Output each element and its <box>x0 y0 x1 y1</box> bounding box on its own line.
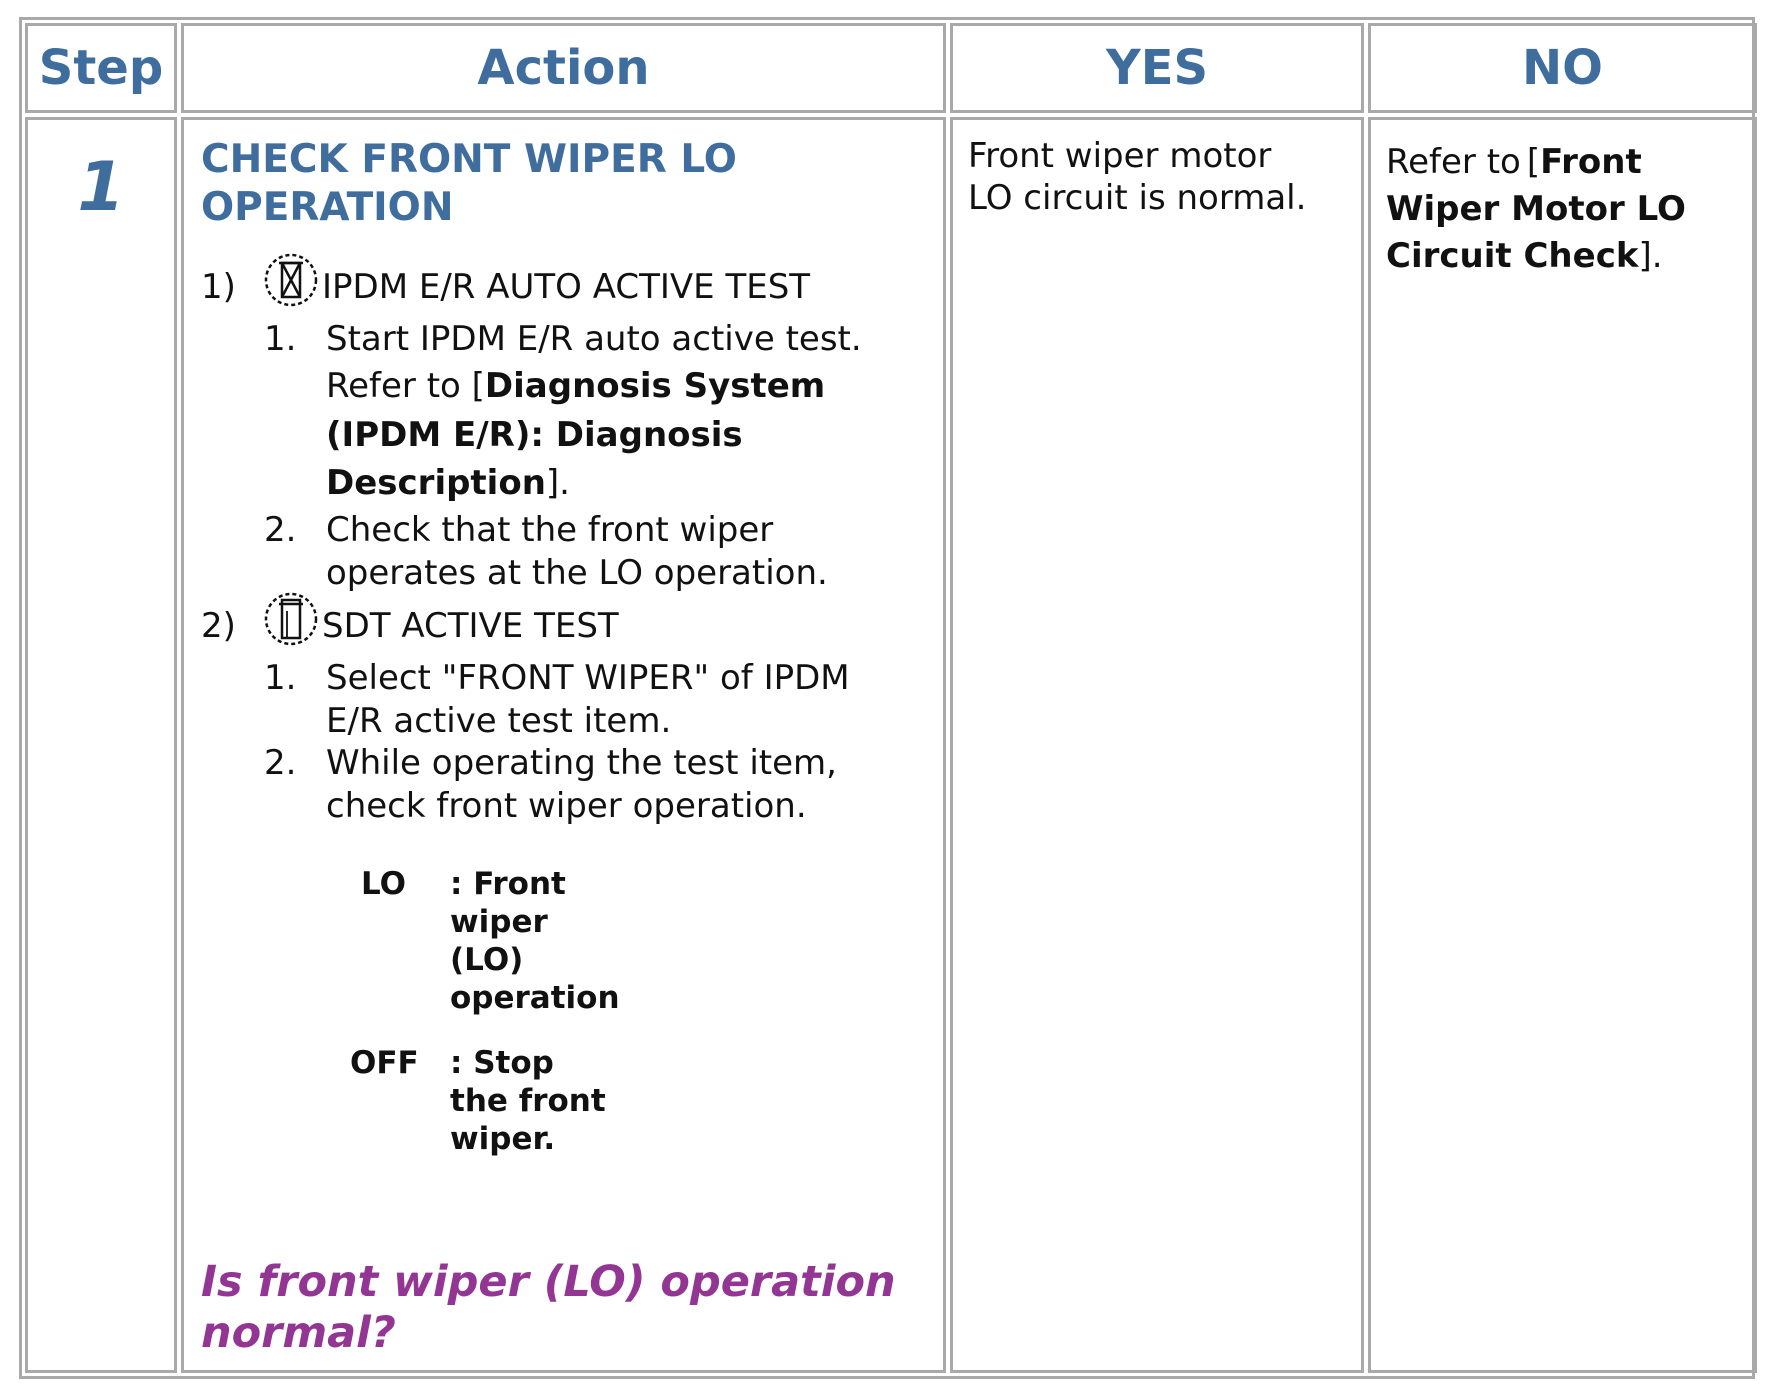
diagnosis-system-link-line3[interactable]: Description <box>326 463 546 503</box>
yes-result-line2: LO circuit is normal. <box>968 178 1307 218</box>
action-title: CHECK FRONT WIPER LO OPERATION <box>201 137 737 230</box>
part2-number: 2) <box>201 606 236 646</box>
part2-step1-line1: Select "FRONT WIPER" of IPDM <box>326 658 850 698</box>
wiper-motor-lo-link-line2[interactable]: Wiper Motor LO <box>1386 189 1686 229</box>
header-yes <box>950 23 1364 113</box>
diagnosis-system-link-line1[interactable]: Diagnosis System <box>484 366 826 406</box>
ipdm-auto-test-icon <box>263 252 319 308</box>
refer-to-prefix: Refer to [ <box>326 366 485 406</box>
step-number: 1 <box>77 148 125 227</box>
part2-step1-line2: E/R active test item. <box>326 701 672 741</box>
consult-tool-icon <box>263 591 319 647</box>
part1-step2-line1: Check that the front wiper <box>326 510 774 550</box>
part2-step1-number: 1. <box>264 658 297 698</box>
diagnosis-system-link-line2[interactable]: (IPDM E/R): Diagnosis <box>326 415 743 455</box>
condition-off-line2: the front <box>450 1083 606 1119</box>
no-refer-line <box>1386 141 1642 183</box>
no-cell <box>1368 117 1757 1373</box>
part1-step1-number: 1. <box>264 319 297 359</box>
condition-lo-key: LO <box>361 866 407 902</box>
no-refer-suffix: ]. <box>1638 236 1663 276</box>
part1-number: 1) <box>201 267 236 307</box>
yes-result-line1: Front wiper motor <box>968 136 1272 176</box>
step-cell <box>25 117 177 1373</box>
header-no-label: NO <box>1522 40 1603 96</box>
no-bracket-open: [ <box>1526 142 1541 182</box>
condition-off-key: OFF <box>350 1045 419 1081</box>
part1-label: IPDM E/R AUTO ACTIVE TEST <box>322 267 811 307</box>
condition-lo-line2: wiper <box>450 904 548 940</box>
condition-lo-line1: : Front <box>450 866 566 902</box>
part1-step1-text: Start IPDM E/R auto active test. <box>326 319 862 359</box>
part2-step2-line2: check front wiper operation. <box>326 786 807 826</box>
part1-step2-line2: operates at the LO operation. <box>326 553 828 593</box>
wiper-motor-lo-link-line3[interactable]: Circuit Check <box>1386 236 1639 276</box>
part1-step1-reference <box>326 365 825 408</box>
header-no <box>1368 23 1757 113</box>
yes-cell <box>950 117 1364 1373</box>
no-refer-prefix: Refer to <box>1386 142 1521 182</box>
condition-off-line3: wiper. <box>450 1121 556 1157</box>
condition-lo-line3: (LO) <box>450 942 524 978</box>
part2-step2-line1: While operating the test item, <box>326 743 837 783</box>
diagnostic-question: Is front wiper (LO) operation normal? <box>201 1257 896 1358</box>
condition-off-line1: : Stop <box>450 1045 554 1081</box>
part2-step2-number: 2. <box>264 743 297 783</box>
part1-step2-number: 2. <box>264 510 297 550</box>
action-cell <box>181 117 946 1373</box>
condition-lo-line4: operation <box>450 980 620 1016</box>
header-step-label: Step <box>38 40 164 96</box>
refer-suffix: ]. <box>545 463 570 503</box>
part2-label: SDT ACTIVE TEST <box>322 606 619 646</box>
part1-step1-reference-end <box>326 462 570 505</box>
header-yes-label: YES <box>1105 40 1209 96</box>
no-refer-end <box>1386 235 1663 277</box>
header-step <box>25 23 177 113</box>
header-action <box>181 23 946 113</box>
wiper-motor-lo-link-line1[interactable]: Front <box>1540 142 1642 182</box>
header-action-label: Action <box>477 40 650 96</box>
